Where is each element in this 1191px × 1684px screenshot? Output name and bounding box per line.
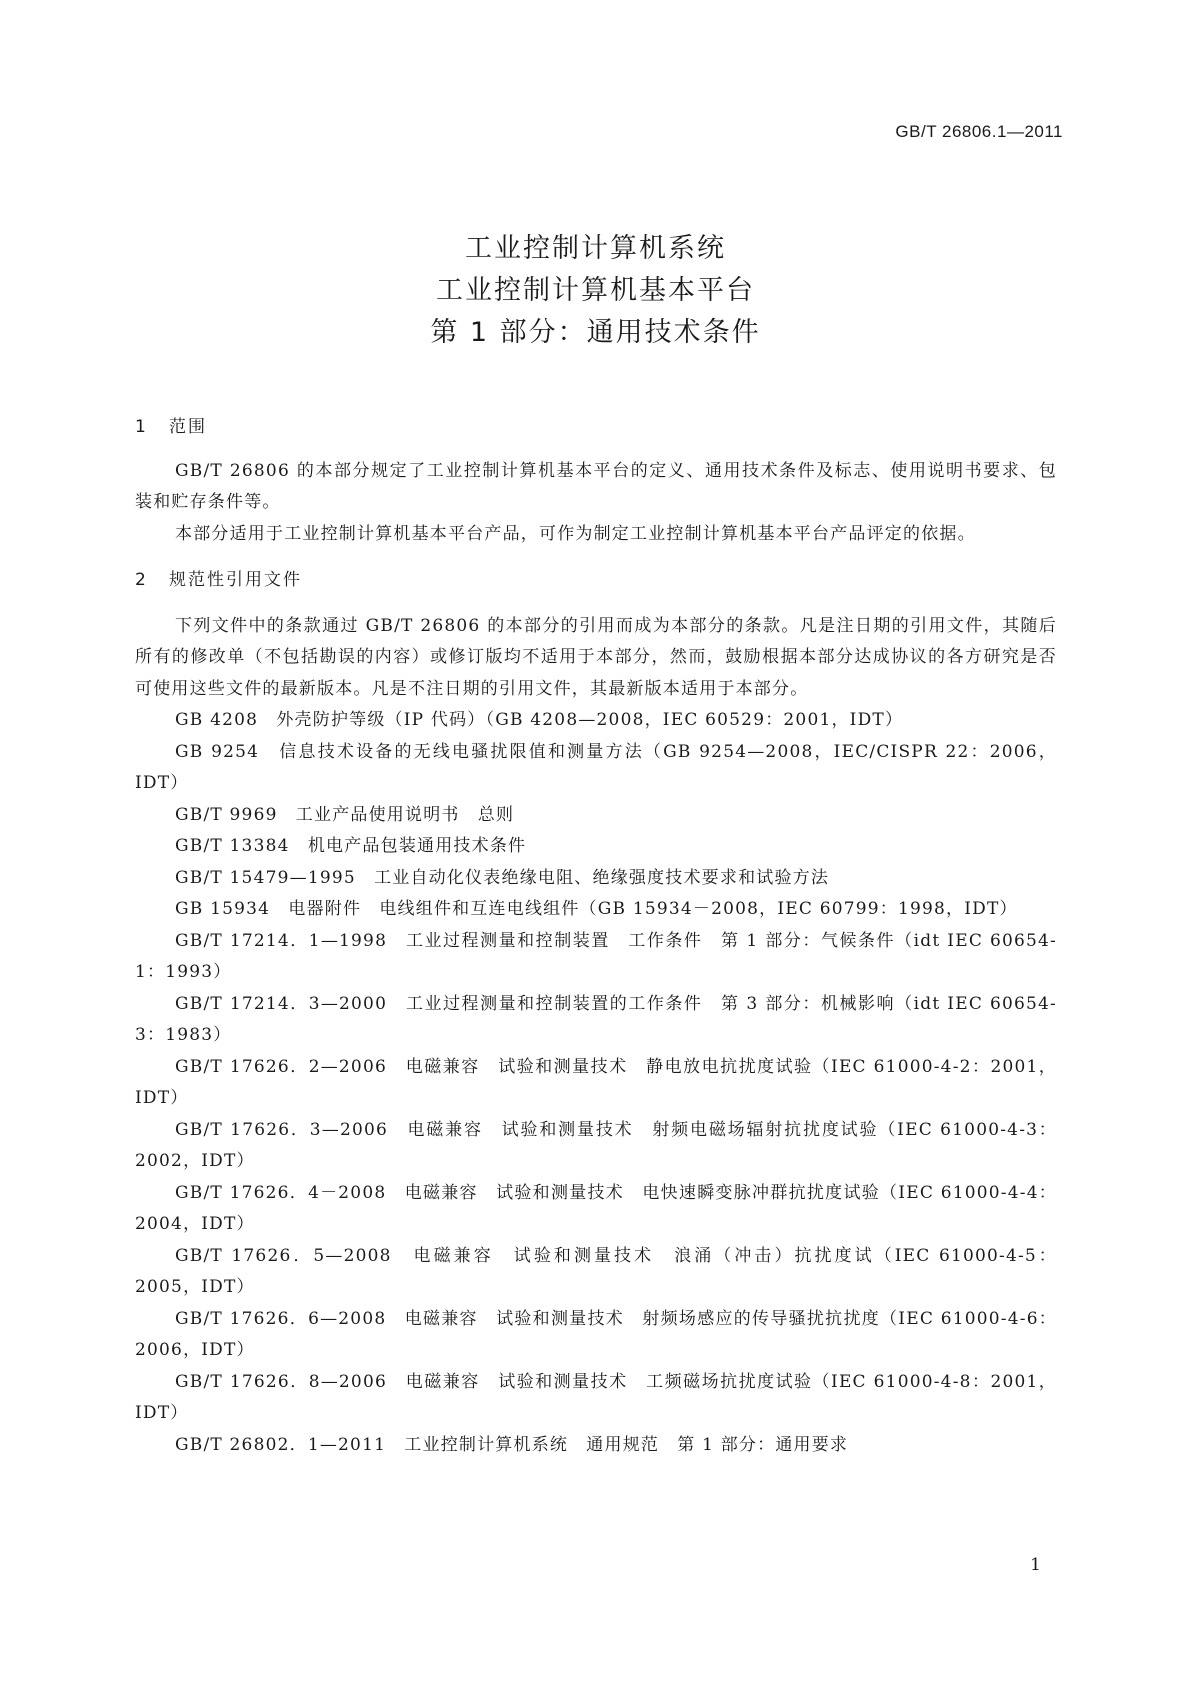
reference-item: GB/T 17626．6—2008 电磁兼容 试验和测量技术 射频场感应的传导骚扰抗扰度（IEC 61000-4-6：2006，IDT）: [135, 1308, 1057, 1360]
reference-item: GB 15934 电器附件 电线组件和互连电线组件（GB 15934－2008，IEC 60799：1998，IDT）: [175, 899, 1018, 919]
reference-item: GB 4208 外壳防护等级（IP 代码）（GB 4208—2008，IEC 60529：2001，IDT）: [175, 710, 904, 730]
title-line-2: 工业控制计算机基本平台: [436, 275, 755, 306]
section-1-paragraph: 本部分适用于工业控制计算机基本平台产品，可作为制定工业控制计算机基本平台产品评定的依据。: [175, 523, 976, 544]
title-line-3: 第 1 部分：通用技术条件: [430, 317, 761, 348]
reference-item: GB/T 17626．8—2006 电磁兼容 试验和测量技术 工频磁场抗扰度试验（IEC 61000-4-8：2001，IDT）: [135, 1371, 1057, 1423]
section-2-number: 2: [135, 570, 148, 590]
reference-item: GB/T 17214．1—1998 工业过程测量和控制装置 工作条件 第 1 部分：气候条件（idt IEC 60654-1：1993）: [135, 930, 1057, 982]
document-body: [135, 412, 1057, 1461]
section-1-title: 范围: [169, 417, 207, 437]
title-line-1: 工业控制计算机系统: [465, 233, 726, 264]
section-1-paragraph: GB/T 26806 的本部分规定了工业控制计算机基本平台的定义、通用技术条件及标志、使用说明书要求、包装和贮存条件等。: [135, 460, 1057, 512]
reference-item: GB/T 26802．1—2011 工业控制计算机系统 通用规范 第 1 部分：通用要求: [175, 1434, 849, 1455]
section-2-title: 规范性引用文件: [169, 570, 302, 590]
reference-item: GB/T 17626．4－2008 电磁兼容 试验和测量技术 电快速瞬变脉冲群抗扰度试验（IEC 61000-4-4：2004，IDT）: [135, 1182, 1057, 1234]
document-title: [0, 228, 1191, 354]
reference-item: GB 9254 信息技术设备的无线电骚扰限值和测量方法（GB 9254—2008，IEC/CISPR 22：2006，IDT）: [135, 741, 1057, 793]
page-number: 1: [1030, 1555, 1041, 1575]
reference-item: GB/T 17626．5—2008 电磁兼容 试验和测量技术 浪涌（冲击）抗扰度试（IEC 61000-4-5：2005，IDT）: [135, 1245, 1057, 1297]
reference-item: GB/T 13384 机电产品包装通用技术条件: [175, 836, 527, 856]
section-1-number: 1: [135, 417, 148, 437]
standard-code: GB/T 26806.1—2011: [895, 122, 1063, 141]
section-2-heading: [135, 565, 1057, 597]
reference-item: GB/T 17626．2—2006 电磁兼容 试验和测量技术 静电放电抗扰度试验（IEC 61000-4-2：2001，IDT）: [135, 1056, 1057, 1108]
reference-item: GB/T 9969 工业产品使用说明书 总则: [175, 804, 515, 825]
reference-item: GB/T 17626．3—2006 电磁兼容 试验和测量技术 射频电磁场辐射抗扰度试验（IEC 61000-4-3：2002，IDT）: [135, 1119, 1057, 1171]
reference-item: GB/T 15479—1995 工业自动化仪表绝缘电阻、绝缘强度技术要求和试验方法: [175, 867, 830, 888]
section-1-heading: [135, 412, 1057, 444]
reference-item: GB/T 17214．3—2000 工业过程测量和控制装置的工作条件 第 3 部分：机械影响（idt IEC 60654-3：1983）: [135, 993, 1057, 1045]
section-2-intro: 下列文件中的条款通过 GB/T 26806 的本部分的引用而成为本部分的条款。凡是注日期的引用文件，其随后所有的修改单（不包括勘误的内容）或修订版均不适用于本部分，然而，鼓励根据本部分达成协议的各方研究是否可使用这些文件的最新版本。凡是不注日期的引用文件，其最新版本适用于本部分。: [135, 615, 1057, 699]
